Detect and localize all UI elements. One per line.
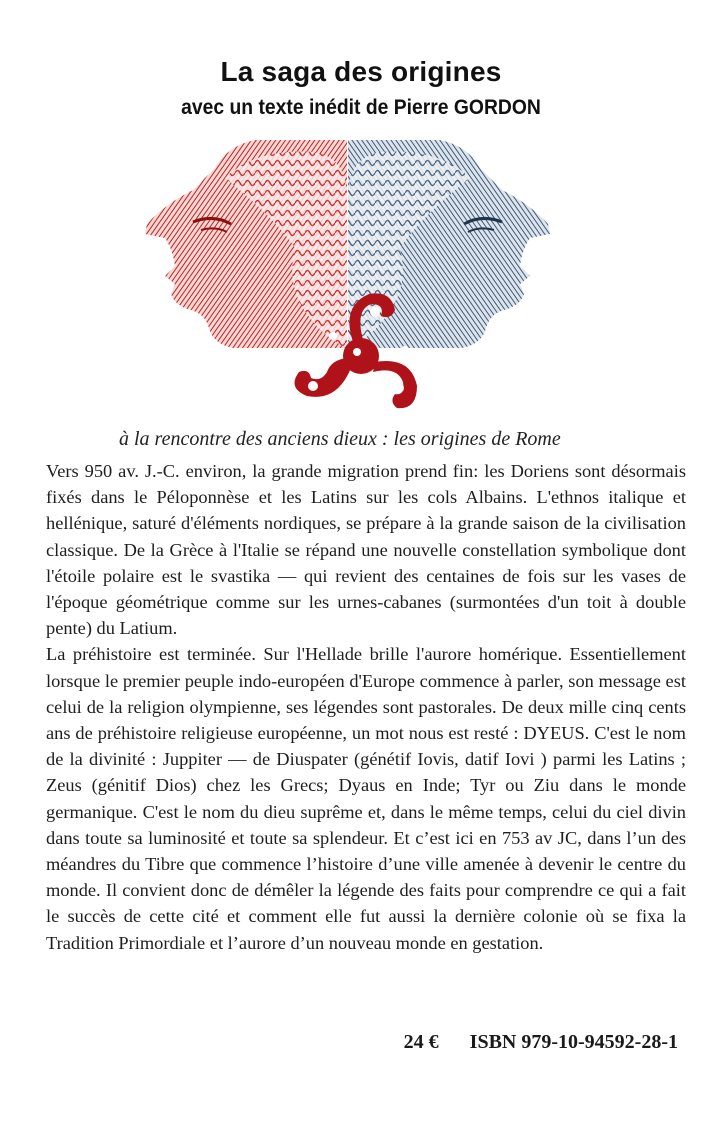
paragraph-2: La préhistoire est terminée. Sur l'Hellade brille l'aurore homérique. Essentiellement lorsque le premier peuple indo-européen d'Europe commence à parler, son message est celui de la religion olympienne, ses légendes sont pastorales. De deux mille cinq cents ans de préhistoire religieuse européenne, un mot nous est resté : DYEUS. C'est le nom de la divinité : Juppiter — de Diuspater (génétif Iovis, datif Iovi ) parmi les Latins ; Zeus (génitif Dios) chez les Grecs; Dyaus en Inde; Tyr ou Ziu dans le monde germanique. C'est le nom du dieu suprême et, dans le même temps, celui du ciel divin dans toute sa luminosité et toute sa splendeur. Et c’est ici en 753 av JC, dans l’un des méandres du Tibre que commence l’histoire d’une ville amenée à devenir le centre du monde. Il convient donc de démêler la légende des faits pour comprendre ce qui a fait le succès de cette cité et comment elle fut aussi la dernière colonie où se fixa la Tradition Primordiale et l’aurore d’un nouveau monde en gestation. (46, 644, 686, 953)
isbn: ISBN 979-10-94592-28-1 (469, 1031, 678, 1053)
tagline: à la rencontre des anciens dieux : les origines de Rome (119, 428, 561, 450)
janus-illustration (135, 138, 560, 428)
book-subtitle: avec un texte inédit de Pierre GORDON (181, 96, 541, 119)
book-title: La saga des origines (220, 56, 502, 87)
back-cover-text (46, 458, 686, 956)
paragraph-1: Vers 950 av. J.-C. environ, la grande migration prend fin: les Doriens sont désormais fixés dans le Péloponnèse et les Latins sur les cols Albains. L'ethnos italique et hellénique, saturé d'éléments nordiques, se prépare à la grande saison de la civilisation classique. De la Grèce à l'Italie se répand une nouvelle constellation symbolique dont l'étoile polaire est le svastika — qui revient des centaines de fois sur les vases de l'époque géométrique comme sur les urnes-cabanes (surmontées d'un toit à double pente) du Latium. (46, 461, 686, 639)
left-face-profile (145, 140, 347, 348)
price-isbn-line (404, 1031, 678, 1054)
right-face-profile (348, 140, 550, 348)
price: 24 € (403, 1031, 439, 1053)
